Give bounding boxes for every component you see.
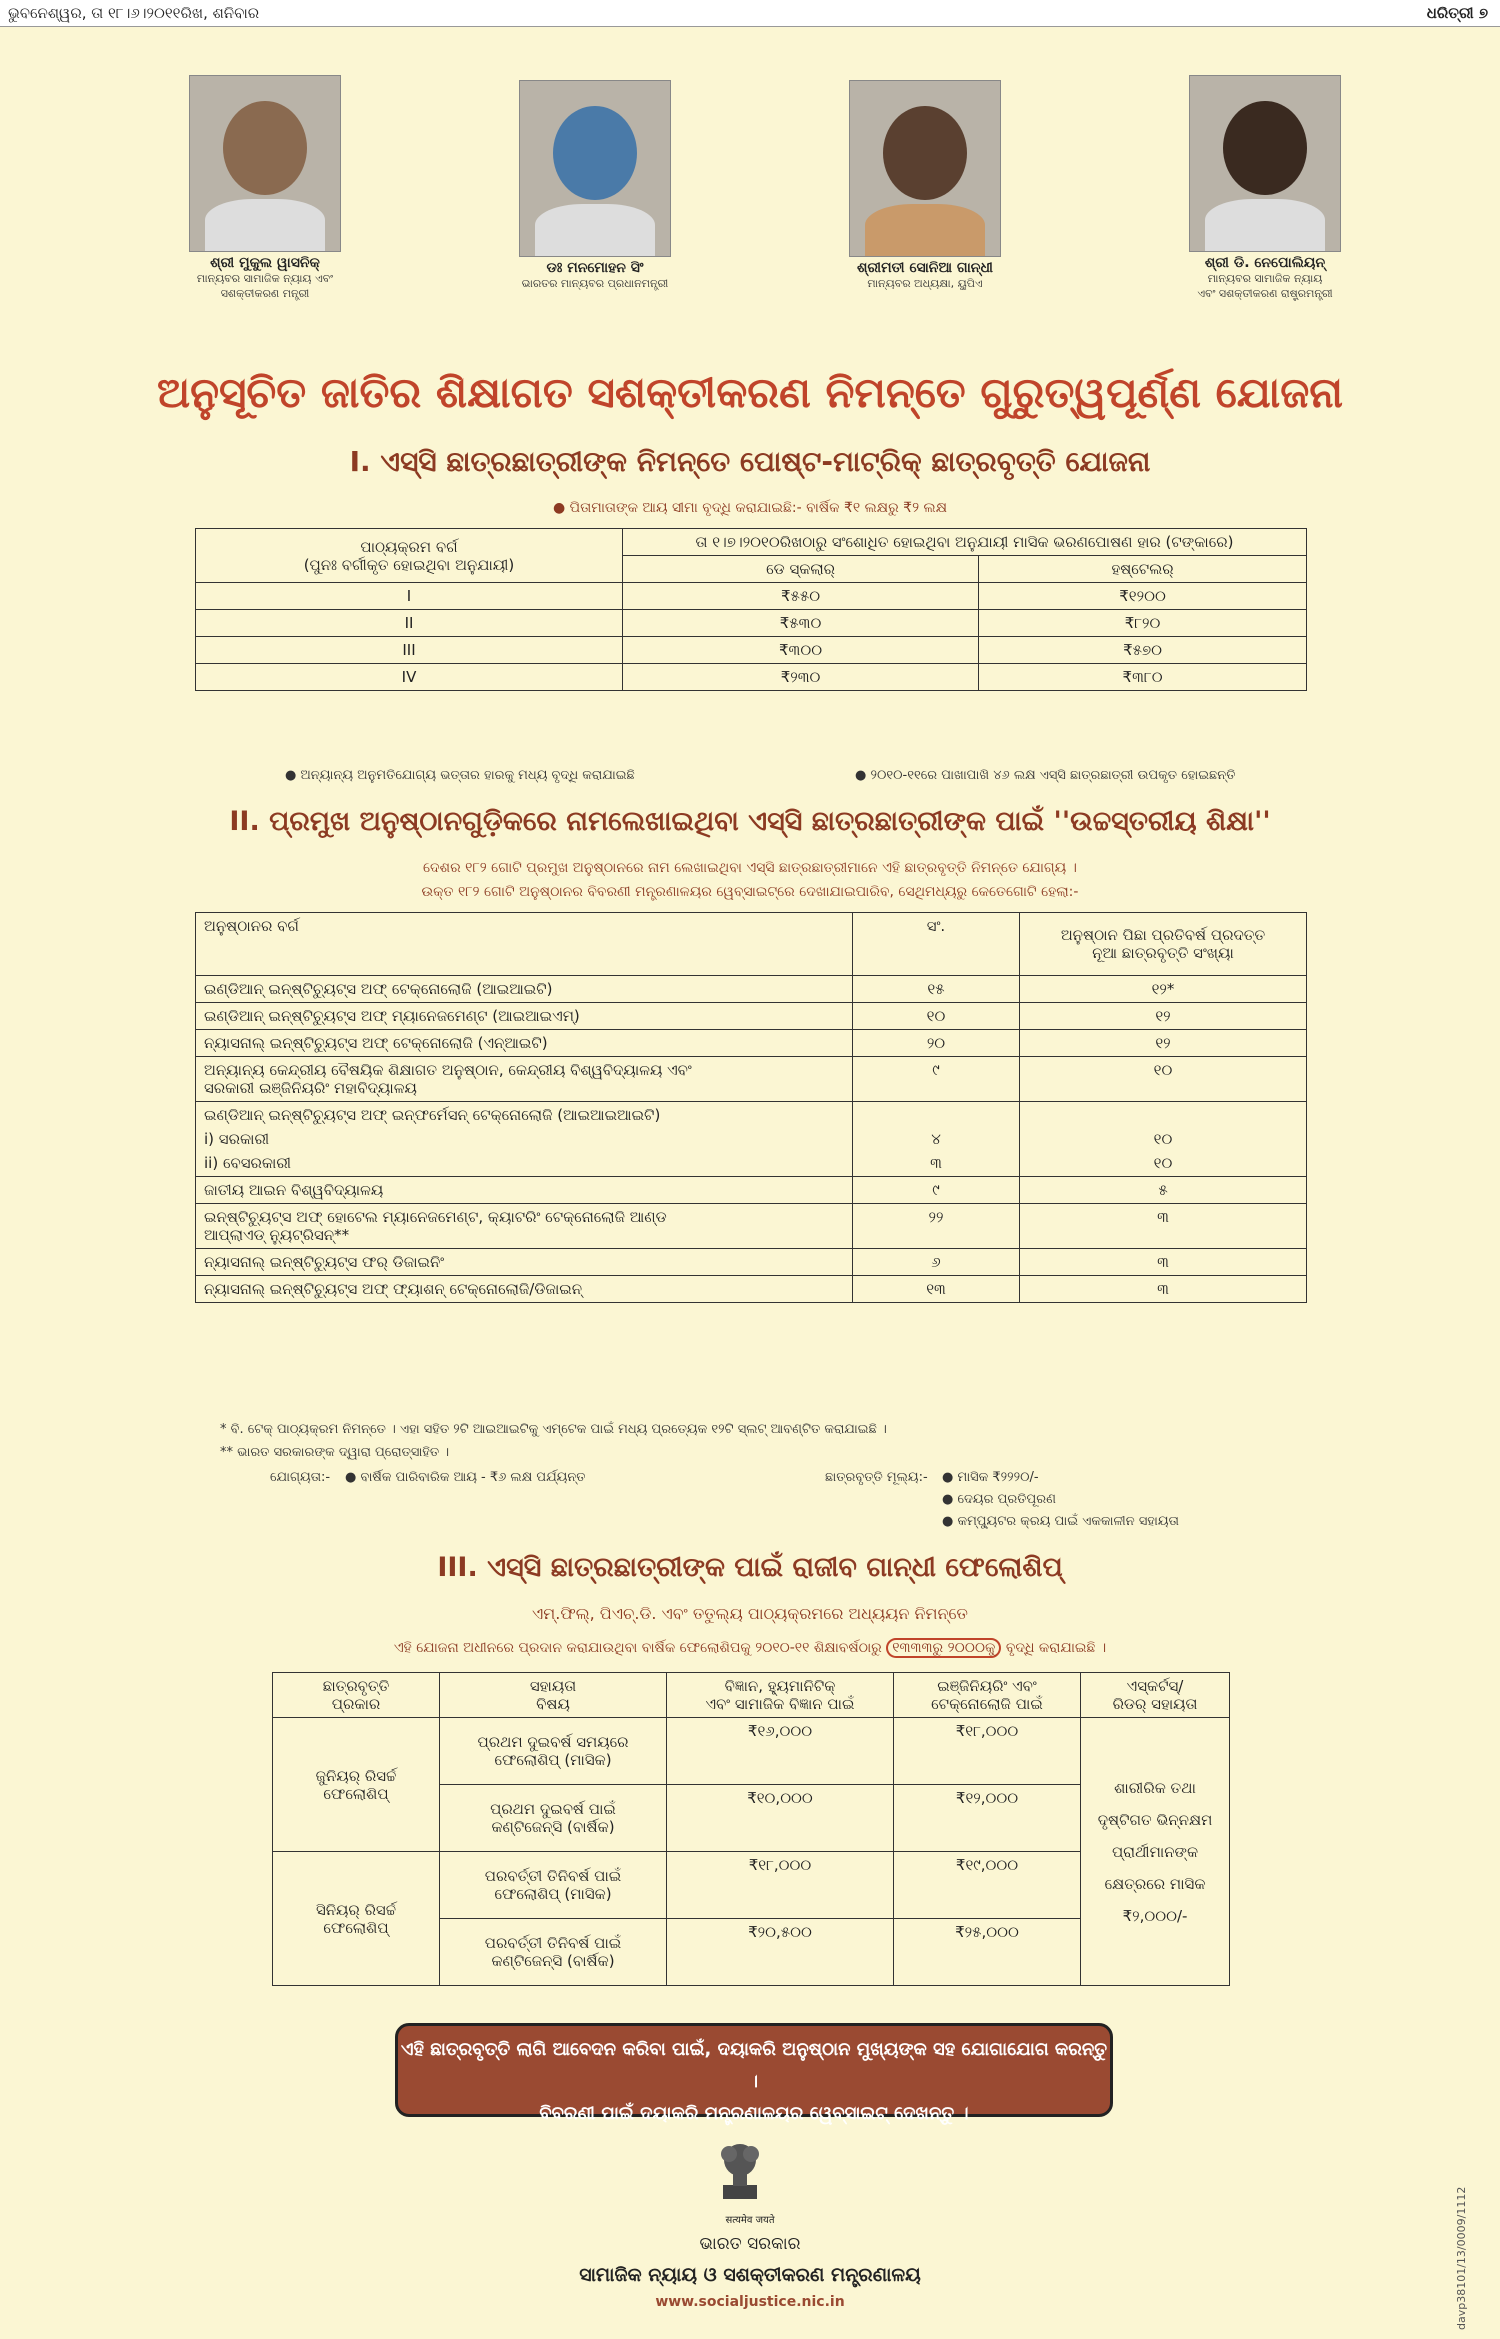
- person-2-title: ଭାରତର ମାନ୍ୟବର ପ୍ରଧାନମନ୍ତ୍ରୀ: [521, 277, 669, 290]
- s3-science-header: ବିଜ୍ଞାନ, ହ୍ୟୁମାନିଟିକ୍ ଏବଂ ସାମାଜିକ ବିଜ୍ଞାନ ପାଇଁ: [667, 1673, 894, 1718]
- person-4-title: ମାନ୍ୟବର ସାମାଜିକ ନ୍ୟାୟ: [1207, 272, 1323, 285]
- person-2-name: ଡଃ ମନମୋହନ ସିଂ: [546, 260, 644, 276]
- main-title: ଅନୁସୂଚିତ ଜାତିର ଶିକ୍ଷାଗତ ସଶକ୍ତୀକରଣ ନିମନ୍ତେ ଗୁରୁତ୍ୱପୂର୍ଣ୍ଣ ଯୋଜନା: [156, 368, 1344, 417]
- section1-title: I. ଏସ୍‌ସି ଛାତ୍ରଛାତ୍ରୀଙ୍କ ନିମନ୍ତେ ପୋଷ୍ଟ-ମାଟ୍ରିକ୍ ଛାତ୍ରବୃତ୍ତି ଯୋଜନା: [349, 445, 1151, 478]
- s3-engg-header: ଇଞ୍ଜିନିୟରିଂ ଏବଂ ଟେକ୍ନୋଲୋଜି ପାଇଁ: [894, 1673, 1081, 1718]
- s2-awards-header: ଅନୁଷ୍ଠାନ ପିଛା ପ୍ରତିବର୍ଷ ପ୍ରଦତ୍ତ ନୂଆ ଛାତ୍ରବୃତ୍ତି ସଂଖ୍ୟା: [1020, 913, 1307, 976]
- table-row: ଇଣ୍ଡିଆନ୍ ଇନ୍‌ଷ୍ଟିଚ୍ୟୁଟ୍‌ସ ଅଫ୍ ମ୍ୟାନେଜମେଣ୍ଟ (ଆଇଆଇଏମ୍) ୧୦ ୧୨: [196, 1003, 1307, 1030]
- section2-table: [195, 912, 1307, 1303]
- section2-title: II. ପ୍ରମୁଖ ଅନୁଷ୍ଠାନଗୁଡ଼ିକରେ ନାମଲେଖାଇଥିବା ଏସ୍‌ସି ଛାତ୍ରଛାତ୍ରୀଙ୍କ ପାଇଁ ''ଉଚ୍ଚସ୍ତରୀୟ ଶିକ୍ଷା'': [229, 806, 1271, 837]
- escort-assistance: ଶାରୀରିକ ତଥା ଦୃଷ୍ଟିଗତ ଭିନ୍ନକ୍ଷମ ପ୍ରାର୍ଥୀମାନଙ୍କ କ୍ଷେତ୍ରରେ ମାସିକ ₹୨,୦୦୦/-: [1081, 1718, 1230, 1986]
- table-row: ନ୍ୟାସନାଲ୍ ଇନ୍‌ଷ୍ଟିଚ୍ୟୁଟ୍‌ସ ଫର୍ ଡିଜାଇନିଂ ୬ ୩: [196, 1249, 1307, 1276]
- person-4-photo: [1189, 75, 1341, 252]
- contact-line-2: ବିବରଣୀ ପାଇଁ ଦୟାକରି ମନ୍ତ୍ରଣାଳୟର ୱେବ୍‌ସାଇଟ୍ ଦେଖନ୍ତୁ ।: [539, 2103, 969, 2124]
- people-row: [0, 75, 1500, 355]
- value-3: ● କମ୍ପ୍ୟୁଟର କ୍ରୟ ପାଇଁ ଏକକାଳୀନ ସହାୟତା: [942, 1514, 1179, 1529]
- table-row: ଜାତୀୟ ଆଇନ ବିଶ୍ୱବିଦ୍ୟାଳୟ ୯ ୫: [196, 1177, 1307, 1204]
- s1-hostel-header: ହଷ୍ଟେଲର୍: [979, 556, 1307, 583]
- header-page: ଧରିତ୍ରୀ ୭: [1426, 4, 1488, 22]
- national-emblem-icon: [715, 2130, 765, 2210]
- section3-note: ଏହି ଯୋଜନା ଅଧୀନରେ ପ୍ରଦାନ କରାଯାଉଥିବା ବାର୍ଷିକ ଫେଲୋଶିପକୁ ୨୦୧୦-୧୧ ଶିକ୍ଷାବର୍ଷଠାରୁ ୧୩୩୩ରୁ ୨୦୦୦କୁ ବୃଦ୍ଧି କରାଯାଇଛି ।: [393, 1640, 1107, 1656]
- value-2: ● ଦେୟର ପ୍ରତିପୂରଣ: [942, 1492, 1056, 1507]
- person-1-photo: [189, 75, 341, 252]
- website-link[interactable]: www.socialjustice.nic.in: [655, 2294, 845, 2310]
- person-4-title2: ଏବଂ ସଶକ୍ତୀକରଣ ରାଷ୍ଟ୍ରମନ୍ତ୍ରୀ: [1197, 287, 1333, 300]
- person-2: [500, 80, 690, 291]
- table-row: I ₹୫୫୦ ₹୧୨୦୦: [196, 583, 1307, 610]
- contact-box: [395, 2023, 1113, 2124]
- section3-sub: ଏମ୍.ଫିଲ୍, ପିଏଚ୍.ଡି. ଏବଂ ତତୁଲ୍ୟ ପାଠ୍ୟକ୍ରମରେ ଅଧ୍ୟୟନ ନିମନ୍ତେ: [532, 1604, 968, 1623]
- s3-type-header: ଛାତ୍ରବୃତ୍ତି ପ୍ରକାର: [273, 1673, 440, 1718]
- junior-fellowship: ଜୁନିୟର୍ ରିସର୍ଚ୍ଚ ଫେଲୋଶିପ୍: [273, 1718, 440, 1852]
- section1-foot-right: ● ୨୦୧୦-୧୧ରେ ପାଖାପାଖି ୪୬ ଲକ୍ଷ ଏସ୍‌ସି ଛାତ୍ରଛାତ୍ରୀ ଉପକୃତ ହୋଇଛନ୍ତି: [855, 768, 1236, 783]
- s2-num-header: ସଂ.: [853, 913, 1020, 976]
- davp-code: davp38101/13/0009/1112: [1455, 2186, 1468, 2330]
- ministry-name: ସାମାଜିକ ନ୍ୟାୟ ଓ ସଶକ୍ତୀକରଣ ମନ୍ତ୍ରଣାଳୟ: [579, 2264, 921, 2286]
- table-row: II ₹୫୩୦ ₹୮୨୦: [196, 610, 1307, 637]
- person-3-photo: [849, 80, 1001, 257]
- person-1-title: ମାନ୍ୟବର ସାମାଜିକ ନ୍ୟାୟ ଏବଂ: [196, 272, 334, 285]
- person-3-name: ଶ୍ରୀମତୀ ସୋନିଆ ଗାନ୍ଧୀ: [857, 260, 993, 276]
- s1-col1-header: ପାଠ୍ୟକ୍ରମ ବର୍ଗ (ପୁନଃ ବର୍ଗୀକୃତ ହୋଇଥିବା ଅନୁଯାୟୀ): [196, 529, 623, 583]
- table-row: ଜୁନିୟର୍ ରିସର୍ଚ୍ଚ ଫେଲୋଶିପ୍ ପ୍ରଥମ ଦୁଇବର୍ଷ ସମୟରେ ଫେଲୋଶିପ୍ (ମାସିକ) ₹୧୬,୦୦୦ ₹୧୮,୦୦୦ ଶାରୀରିକ ତଥା ଦୃଷ୍ଟିଗତ ଭିନ୍ନକ୍ଷମ ପ୍ରାର୍ଥୀମାନଙ୍କ କ୍ଷେତ୍ରରେ ମାସିକ ₹୨,୦୦୦/-: [273, 1718, 1230, 1785]
- table-row: ପ୍ରଥମ ଦୁଇବର୍ଷ ପାଇଁ କଣ୍ଟିଜେନ୍ସି (ବାର୍ଷିକ) ₹୧୦,୦୦୦ ₹୧୨,୦୦୦: [273, 1785, 1230, 1852]
- senior-fellowship: ସିନିୟର୍ ରିସର୍ଚ୍ଚ ଫେଲୋଶିପ୍: [273, 1852, 440, 1986]
- s3-subject-header: ସହାୟତା ବିଷୟ: [440, 1673, 667, 1718]
- newspaper-header: [0, 0, 1500, 27]
- section1-table: [195, 528, 1307, 691]
- emblem-motto: सत्यमेव जयते: [725, 2215, 775, 2226]
- government-label: ଭାରତ ସରକାର: [699, 2234, 801, 2254]
- person-3-title: ମାନ୍ୟବର ଅଧ୍ୟକ୍ଷା, ୟୁପିଏ: [867, 277, 983, 290]
- person-4: [1160, 75, 1370, 301]
- section2-note1: ଦେଶର ୧୮୨ ଗୋଟି ପ୍ରମୁଖ ଅନୁଷ୍ଠାନରେ ନାମ ଲେଖାଇଥିବା ଏସ୍‌ସି ଛାତ୍ରଛାତ୍ରୀମାନେ ଏହି ଛାତ୍ରବୃତ୍ତି ନିମନ୍ତେ ଯୋଗ୍ୟ ।: [423, 860, 1077, 876]
- contact-line-1: ଏହି ଛାତ୍ରବୃତ୍ତି ଲାଗି ଆବେଦନ କରିବା ପାଇଁ, ଦୟାକରି ଅନୁଷ୍ଠାନ ମୁଖ୍ୟଙ୍କ ସହ ଯୋଗାଯୋଗ କରନ୍ତୁ ।: [400, 2039, 1108, 2092]
- person-2-photo: [519, 80, 671, 257]
- section3-table: [272, 1672, 1230, 1986]
- person-3: [830, 80, 1020, 291]
- s3-escort-header: ଏସ୍କର୍ଟସ୍/ ରିଡର୍ ସହାୟତା: [1081, 1673, 1230, 1718]
- value-label: ଛାତ୍ରବୃତ୍ତି ମୂଲ୍ୟ:-: [825, 1470, 928, 1485]
- section2-footnote-2: ** ଭାରତ ସରକାରଙ୍କ ଦ୍ୱାରା ପ୍ରୋତ୍ସାହିତ ।: [220, 1445, 450, 1460]
- table-row: ନ୍ୟାସନାଲ୍ ଇନ୍‌ଷ୍ଟିଚ୍ୟୁଟ୍‌ସ ଅଫ୍ ଫ୍ୟାଶନ୍ ଟେକ୍ନୋଲୋଜି/ଡିଜାଇନ୍ ୧୩ ୩: [196, 1276, 1307, 1303]
- person-1: [160, 75, 370, 301]
- person-1-title2: ସଶକ୍ତୀକରଣ ମନ୍ତ୍ରୀ: [220, 287, 310, 300]
- table-row: ଇଣ୍ଡିଆନ୍ ଇନ୍‌ଷ୍ଟିଚ୍ୟୁଟ୍‌ସ ଅଫ୍ ଟେକ୍ନୋଲୋଜି (ଆଇଆଇଟି) ୧୫ ୧୨*: [196, 976, 1307, 1003]
- eligibility-label: ଯୋଗ୍ୟତା:-: [270, 1470, 331, 1485]
- eligibility-value: ● ବାର୍ଷିକ ପାରିବାରିକ ଆୟ - ₹୬ ଲକ୍ଷ ପର୍ଯ୍ୟନ୍ତ: [345, 1470, 586, 1485]
- table-row: ସିନିୟର୍ ରିସର୍ଚ୍ଚ ଫେଲୋଶିପ୍ ପରବର୍ତ୍ତୀ ତିନିବର୍ଷ ପାଇଁ ଫେଲୋଶିପ୍ (ମାସିକ) ₹୧୮,୦୦୦ ₹୧୯,୦୦୦: [273, 1852, 1230, 1919]
- s1-col2-header: ତା ୧।୭।୨୦୧୦ରିଖଠାରୁ ସଂଶୋଧିତ ହୋଇଥିବା ଅନୁଯାୟୀ ମାସିକ ଭରଣପୋଷଣ ହାର (ଟଙ୍କାରେ): [623, 529, 1307, 556]
- person-4-name: ଶ୍ରୀ ଡି. ନେପୋଲିୟନ୍: [1204, 255, 1326, 271]
- table-row: ଅନ୍ୟାନ୍ୟ କେନ୍ଦ୍ରୀୟ ବୈଷୟିକ ଶିକ୍ଷାଗତ ଅନୁଷ୍ଠାନ, କେନ୍ଦ୍ରୀୟ ବିଶ୍ୱବିଦ୍ୟାଳୟ ଏବଂ ସରକାରୀ ଇଞ୍ଜିନିୟରିଂ ମହାବିଦ୍ୟାଳୟ ୯ ୧୦: [196, 1057, 1307, 1102]
- table-row: ଇନ୍‌ଷ୍ଟିଚ୍ୟୁଟ୍‌ସ ଅଫ୍ ହୋଟେଲ ମ୍ୟାନେଜମେଣ୍ଟ, କ୍ୟାଟରିଂ ଟେକ୍ନୋଲୋଜି ଆଣ୍ଡ ଆପ୍ଲାଏଡ୍ ନ୍ୟୁଟ୍ରିସନ୍** ୨୨ ୩: [196, 1204, 1307, 1249]
- table-row: IV ₹୨୩୦ ₹୩୮୦: [196, 664, 1307, 691]
- section2-note2: ଉକ୍ତ ୧୮୨ ଗୋଟି ଅନୁଷ୍ଠାନର ବିବରଣୀ ମନ୍ତ୍ରଣାଳୟର ୱେବ୍‌ସାଇଟ୍‌ରେ ଦେଖାଯାଇପାରିବ, ସେଥିମଧ୍ୟରୁ କେତେଗୋଟି ହେଲା:-: [421, 884, 1079, 900]
- table-row: III ₹୩୦୦ ₹୫୭୦: [196, 637, 1307, 664]
- table-row: ଇଣ୍ଡିଆନ୍ ଇନ୍‌ଷ୍ଟିଚ୍ୟୁଟ୍‌ସ ଅଫ୍ ଇନ୍‌ଫର୍ମେସନ୍ ଟେକ୍ନୋଲୋଜି (ଆଇଆଇଆଇଟି) i) ସରକାରୀ ii) ବେସରକାରୀ ୪ ୩ ୧୦ ୧୦: [196, 1102, 1307, 1177]
- fellowship-increase: ୧୩୩୩ରୁ ୨୦୦୦କୁ: [886, 1638, 1001, 1658]
- value-1: ● ମାସିକ ₹୨୨୨୦/-: [942, 1470, 1039, 1485]
- table-row: ପରବର୍ତ୍ତୀ ତିନିବର୍ଷ ପାଇଁ କଣ୍ଟିଜେନ୍ସି (ବାର୍ଷିକ) ₹୨୦,୫୦୦ ₹୨୫,୦୦୦: [273, 1919, 1230, 1986]
- person-1-name: ଶ୍ରୀ ମୁକୁଲ ୱାସନିକ୍: [210, 255, 320, 271]
- table-row: ନ୍ୟାସନାଲ୍ ଇନ୍‌ଷ୍ଟିଚ୍ୟୁଟ୍‌ସ ଅଫ୍ ଟେକ୍ନୋଲୋଜି (ଏନ୍‌ଆଇଟି) ୨୦ ୧୨: [196, 1030, 1307, 1057]
- section2-footnote-1: * ବି. ଟେକ୍ ପାଠ୍ୟକ୍ରମ ନିମନ୍ତେ । ଏହା ସହିତ ୨ଟି ଆଇଆଇଟିକୁ ଏମ୍‌ଟେକ ପାଇଁ ମଧ୍ୟ ପ୍ରତ୍ୟେକ ୧୨ଟି ସ୍ଲଟ୍ ଆବଣ୍ଟିତ କରାଯାଇଛି ।: [220, 1422, 887, 1437]
- s2-cat-header: ଅନୁଷ୍ଠାନର ବର୍ଗ: [196, 913, 853, 976]
- header-date: ଭୁବନେଶ୍ୱର, ତା ୧୮।୬।୨୦୧୧ରିଖ, ଶନିବାର: [8, 4, 260, 22]
- section1-foot-left: ● ଅନ୍ୟାନ୍ୟ ଅନୁମତିଯୋଗ୍ୟ ଭତ୍ତାର ହାରକୁ ମଧ୍ୟ ବୃଦ୍ଧି କରାଯାଇଛି: [285, 768, 635, 783]
- section1-note: ● ପିତାମାତାଙ୍କ ଆୟ ସୀମା ବୃଦ୍ଧି କରାଯାଇଛି:- ବାର୍ଷିକ ₹୧ ଲକ୍ଷରୁ ₹୨ ଲକ୍ଷ: [552, 500, 948, 516]
- section3-title: III. ଏସ୍‌ସି ଛାତ୍ରଛାତ୍ରୀଙ୍କ ପାଇଁ ରାଜୀବ ଗାନ୍ଧୀ ଫେଲୋଶିପ୍: [437, 1552, 1063, 1583]
- s1-day-header: ଡେ ସ୍କଲାର୍: [623, 556, 979, 583]
